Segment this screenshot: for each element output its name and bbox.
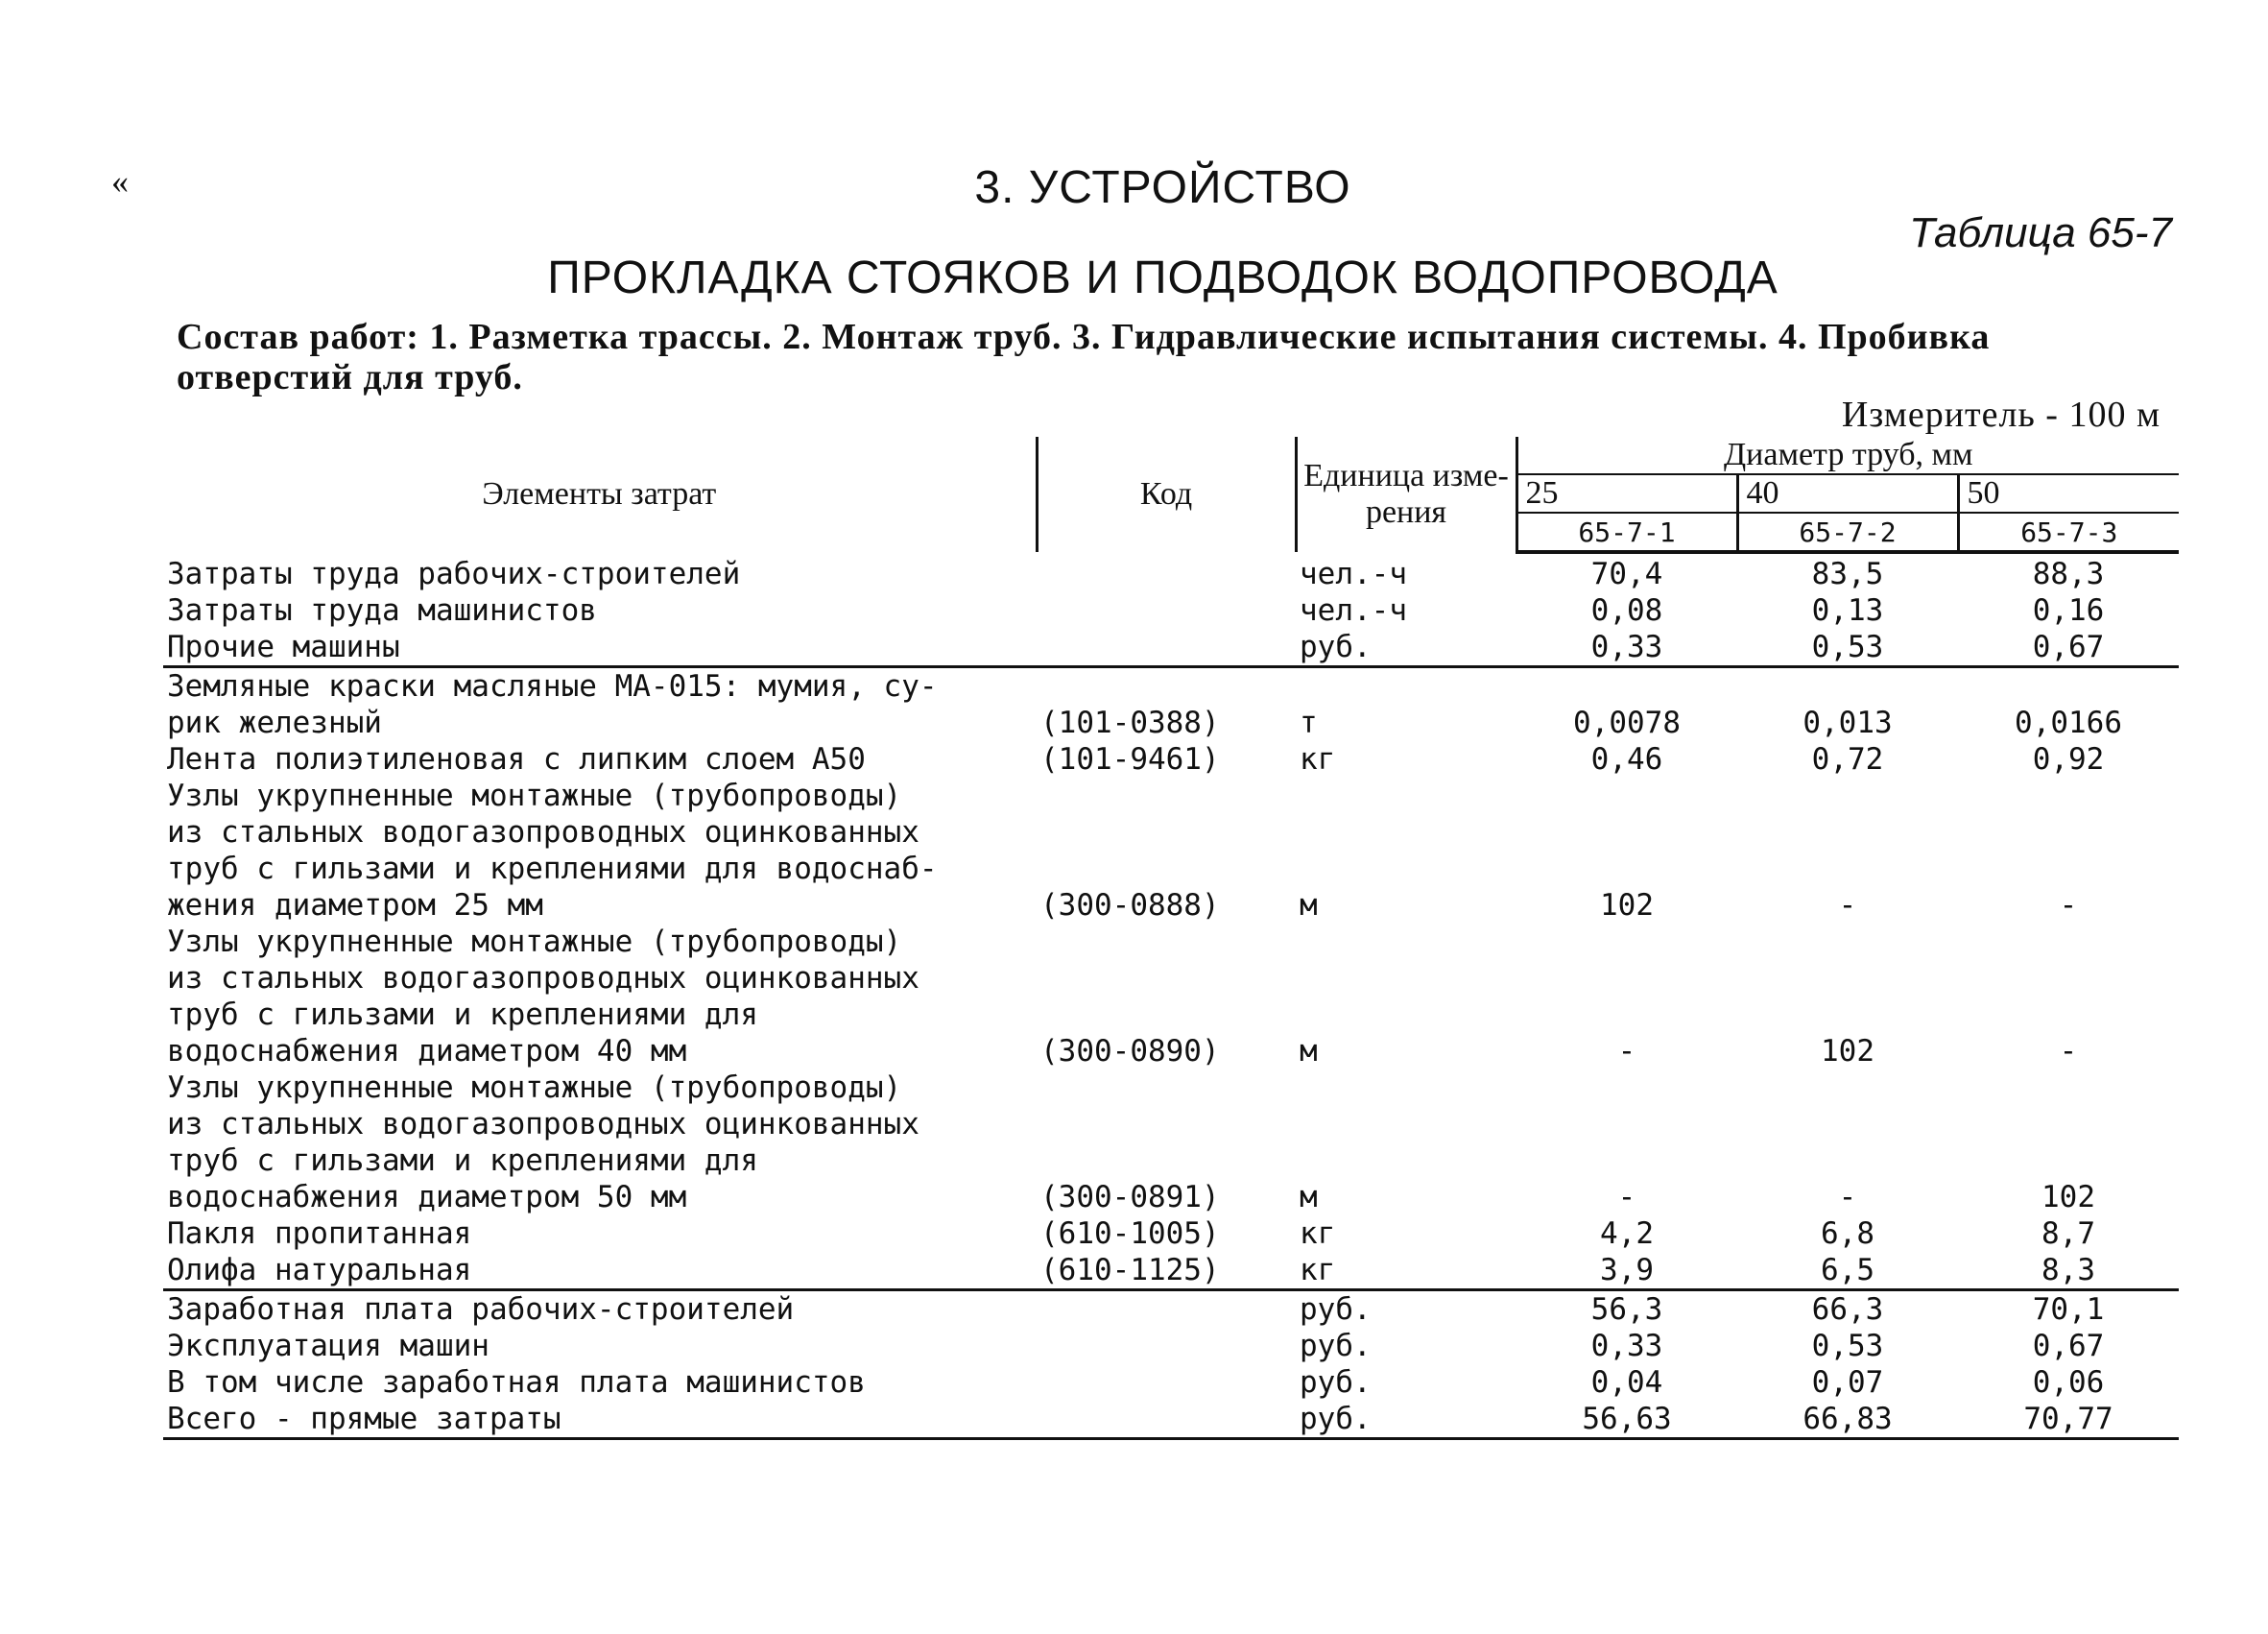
corner-mark: «: [111, 162, 129, 201]
row-element-name: Всего - прямые затраты: [163, 1401, 1037, 1439]
row-element-name: Узлы укрупненные монтажные (трубопроводы) из стальных водогазопроводных оцинкованных труб с гильзами и креплениями для водоснабжения диаметром 50 мм: [167, 1070, 919, 1214]
row-element-name: Затраты труда рабочих-строителей: [167, 557, 741, 591]
row-code: (610-1005): [1040, 1216, 1220, 1251]
row-value-40: -: [1838, 888, 1857, 923]
row-code: [1037, 1290, 1296, 1329]
row-element-name: Узлы укрупненные монтажные (трубопроводы) из стальных водогазопроводных оцинкованных труб с гильзами и креплениями для водоснаб- жения диаметром 25 мм: [167, 779, 938, 923]
row-code: (610-1125): [1037, 1252, 1296, 1290]
table-row: [163, 924, 2179, 1069]
row-value-50: 70,1: [2032, 1292, 2105, 1327]
header-elements: Элементы затрат: [163, 437, 1037, 552]
header-diameter-50: 50: [1958, 474, 2179, 513]
row-unit: руб.: [1300, 1365, 1372, 1400]
row-element-name: Лента полиэтиленовая с липким слоем А50: [167, 742, 866, 777]
row-value-40: 66,83: [1737, 1401, 1958, 1439]
table-row: [163, 778, 2179, 924]
row-code: [1037, 629, 1296, 667]
row-unit: кг: [1300, 742, 1336, 777]
unit-note: Измеритель - 100 м: [1841, 395, 2161, 435]
row-unit: руб.: [1300, 1329, 1372, 1363]
row-value-50: -: [2059, 888, 2078, 923]
header-code: Код: [1037, 437, 1296, 552]
row-value-40: 6,5: [1737, 1252, 1958, 1290]
table-number: Таблица 65-7: [1909, 209, 2172, 256]
row-value-40: 0,53: [1737, 629, 1958, 667]
row-code: (300-0891): [1040, 1180, 1220, 1214]
table-row: [163, 1215, 2179, 1252]
cost-table: [163, 437, 2179, 1440]
row-value-25: 0,46: [1590, 742, 1663, 777]
page-title: ПРОКЛАДКА СТОЯКОВ И ПОДВОДОК ВОДОПРОВОДА: [547, 252, 1779, 303]
row-value-50: 0,67: [1958, 629, 2179, 667]
scope-of-work: Состав работ: 1. Разметка трассы. 2. Монтаж труб. 3. Гидравлические испытания системы. 4. Пробивка отверстий для труб.: [177, 317, 1991, 397]
row-value-40: 66,3: [1811, 1292, 1884, 1327]
table-row: [163, 1252, 2179, 1290]
row-value-25: 56,63: [1516, 1401, 1737, 1439]
row-element-name: Прочие машины: [163, 629, 1037, 667]
table-row: [163, 552, 2179, 592]
row-value-25: 3,9: [1516, 1252, 1737, 1290]
row-value-50: 8,7: [2041, 1216, 2096, 1251]
row-value-40: 0,53: [1811, 1329, 1884, 1363]
row-unit: кг: [1300, 1216, 1336, 1251]
row-value-50: 8,3: [1958, 1252, 2179, 1290]
row-value-40: 6,8: [1821, 1216, 1874, 1251]
row-code: (300-0890): [1040, 1034, 1220, 1069]
row-element-name: Пакля пропитанная: [167, 1216, 472, 1251]
row-unit: м: [1300, 1034, 1318, 1069]
row-value-50: 0,0166: [2015, 706, 2122, 740]
header-code-65-7-2: 65-7-2: [1737, 513, 1958, 552]
row-value-25: -: [1617, 1034, 1636, 1069]
row-value-40: 0,13: [1811, 593, 1884, 628]
row-unit: чел.-ч: [1300, 557, 1407, 591]
table-row: [163, 667, 2179, 742]
row-unit: чел.-ч: [1300, 593, 1407, 628]
row-code: [1037, 1401, 1296, 1439]
row-code: [1037, 1364, 1296, 1401]
row-value-25: -: [1617, 1180, 1636, 1214]
row-code: (101-0388): [1040, 706, 1220, 740]
row-value-25: 0,33: [1516, 629, 1737, 667]
row-value-50: 102: [2041, 1180, 2096, 1214]
table-row: [163, 741, 2179, 778]
row-value-25: 0,0078: [1573, 706, 1681, 740]
table-row: [163, 1290, 2179, 1329]
row-code: [1037, 592, 1296, 629]
header-unit: Единица измерения: [1303, 458, 1509, 530]
row-value-50: 0,16: [2032, 593, 2105, 628]
header-diameter: Диаметр труб, мм: [1516, 437, 2179, 474]
row-code: [1037, 1328, 1296, 1364]
row-element-name: Узлы укрупненные монтажные (трубопроводы) из стальных водогазопроводных оцинкованных труб с гильзами и креплениями для водоснабжения диаметром 40 мм: [167, 925, 919, 1069]
row-unit: руб.: [1300, 1292, 1372, 1327]
row-value-25: 4,2: [1600, 1216, 1654, 1251]
row-element-name: В том числе заработная плата машинистов: [167, 1365, 866, 1400]
table-row: [163, 592, 2179, 629]
row-value-50: 0,92: [2032, 742, 2105, 777]
row-value-25: 0,08: [1590, 593, 1663, 628]
row-value-40: 102: [1821, 1034, 1874, 1069]
row-element-name: Эксплуатация машин: [167, 1329, 489, 1363]
row-unit: м: [1300, 888, 1318, 923]
row-unit: м: [1300, 1180, 1318, 1214]
row-code: [1037, 552, 1296, 592]
row-value-25: 0,04: [1590, 1365, 1663, 1400]
table-row: [163, 1364, 2179, 1401]
row-value-40: 0,72: [1811, 742, 1884, 777]
header-diameter-25: 25: [1516, 474, 1737, 513]
row-element-name: Затраты труда машинистов: [167, 593, 597, 628]
table-row: [163, 629, 2179, 667]
row-unit: т: [1300, 706, 1318, 740]
row-value-25: 56,3: [1590, 1292, 1663, 1327]
row-unit: руб.: [1296, 1401, 1516, 1439]
row-unit: кг: [1296, 1252, 1516, 1290]
table-row: [163, 1328, 2179, 1364]
table-row: [163, 1069, 2179, 1215]
row-value-40: 0,013: [1802, 706, 1893, 740]
row-code: (101-9461): [1040, 742, 1220, 777]
row-value-25: 0,33: [1590, 1329, 1663, 1363]
row-value-50: 0,67: [2032, 1329, 2105, 1363]
row-element-name: Земляные краски масляные МА-015: мумия, су- рик железный: [167, 669, 938, 740]
row-value-50: 88,3: [2032, 557, 2105, 591]
table-row: [163, 1401, 2179, 1439]
header-code-65-7-1: 65-7-1: [1516, 513, 1737, 552]
row-value-25: 70,4: [1590, 557, 1663, 591]
row-value-50: -: [2059, 1034, 2078, 1069]
section-title: 3. УСТРОЙСТВО: [974, 162, 1351, 213]
row-code: (300-0888): [1040, 888, 1220, 923]
row-value-40: -: [1838, 1180, 1857, 1214]
row-unit: руб.: [1296, 629, 1516, 667]
row-value-40: 0,07: [1811, 1365, 1884, 1400]
header-code-65-7-3: 65-7-3: [1958, 513, 2179, 552]
row-element-name: Заработная плата рабочих-строителей: [167, 1292, 795, 1327]
header-diameter-40: 40: [1737, 474, 1958, 513]
row-value-40: 83,5: [1811, 557, 1884, 591]
row-value-50: 0,06: [2032, 1365, 2105, 1400]
row-element-name: Олифа натуральная: [163, 1252, 1037, 1290]
row-value-50: 70,77: [1958, 1401, 2179, 1439]
row-value-25: 102: [1600, 888, 1654, 923]
